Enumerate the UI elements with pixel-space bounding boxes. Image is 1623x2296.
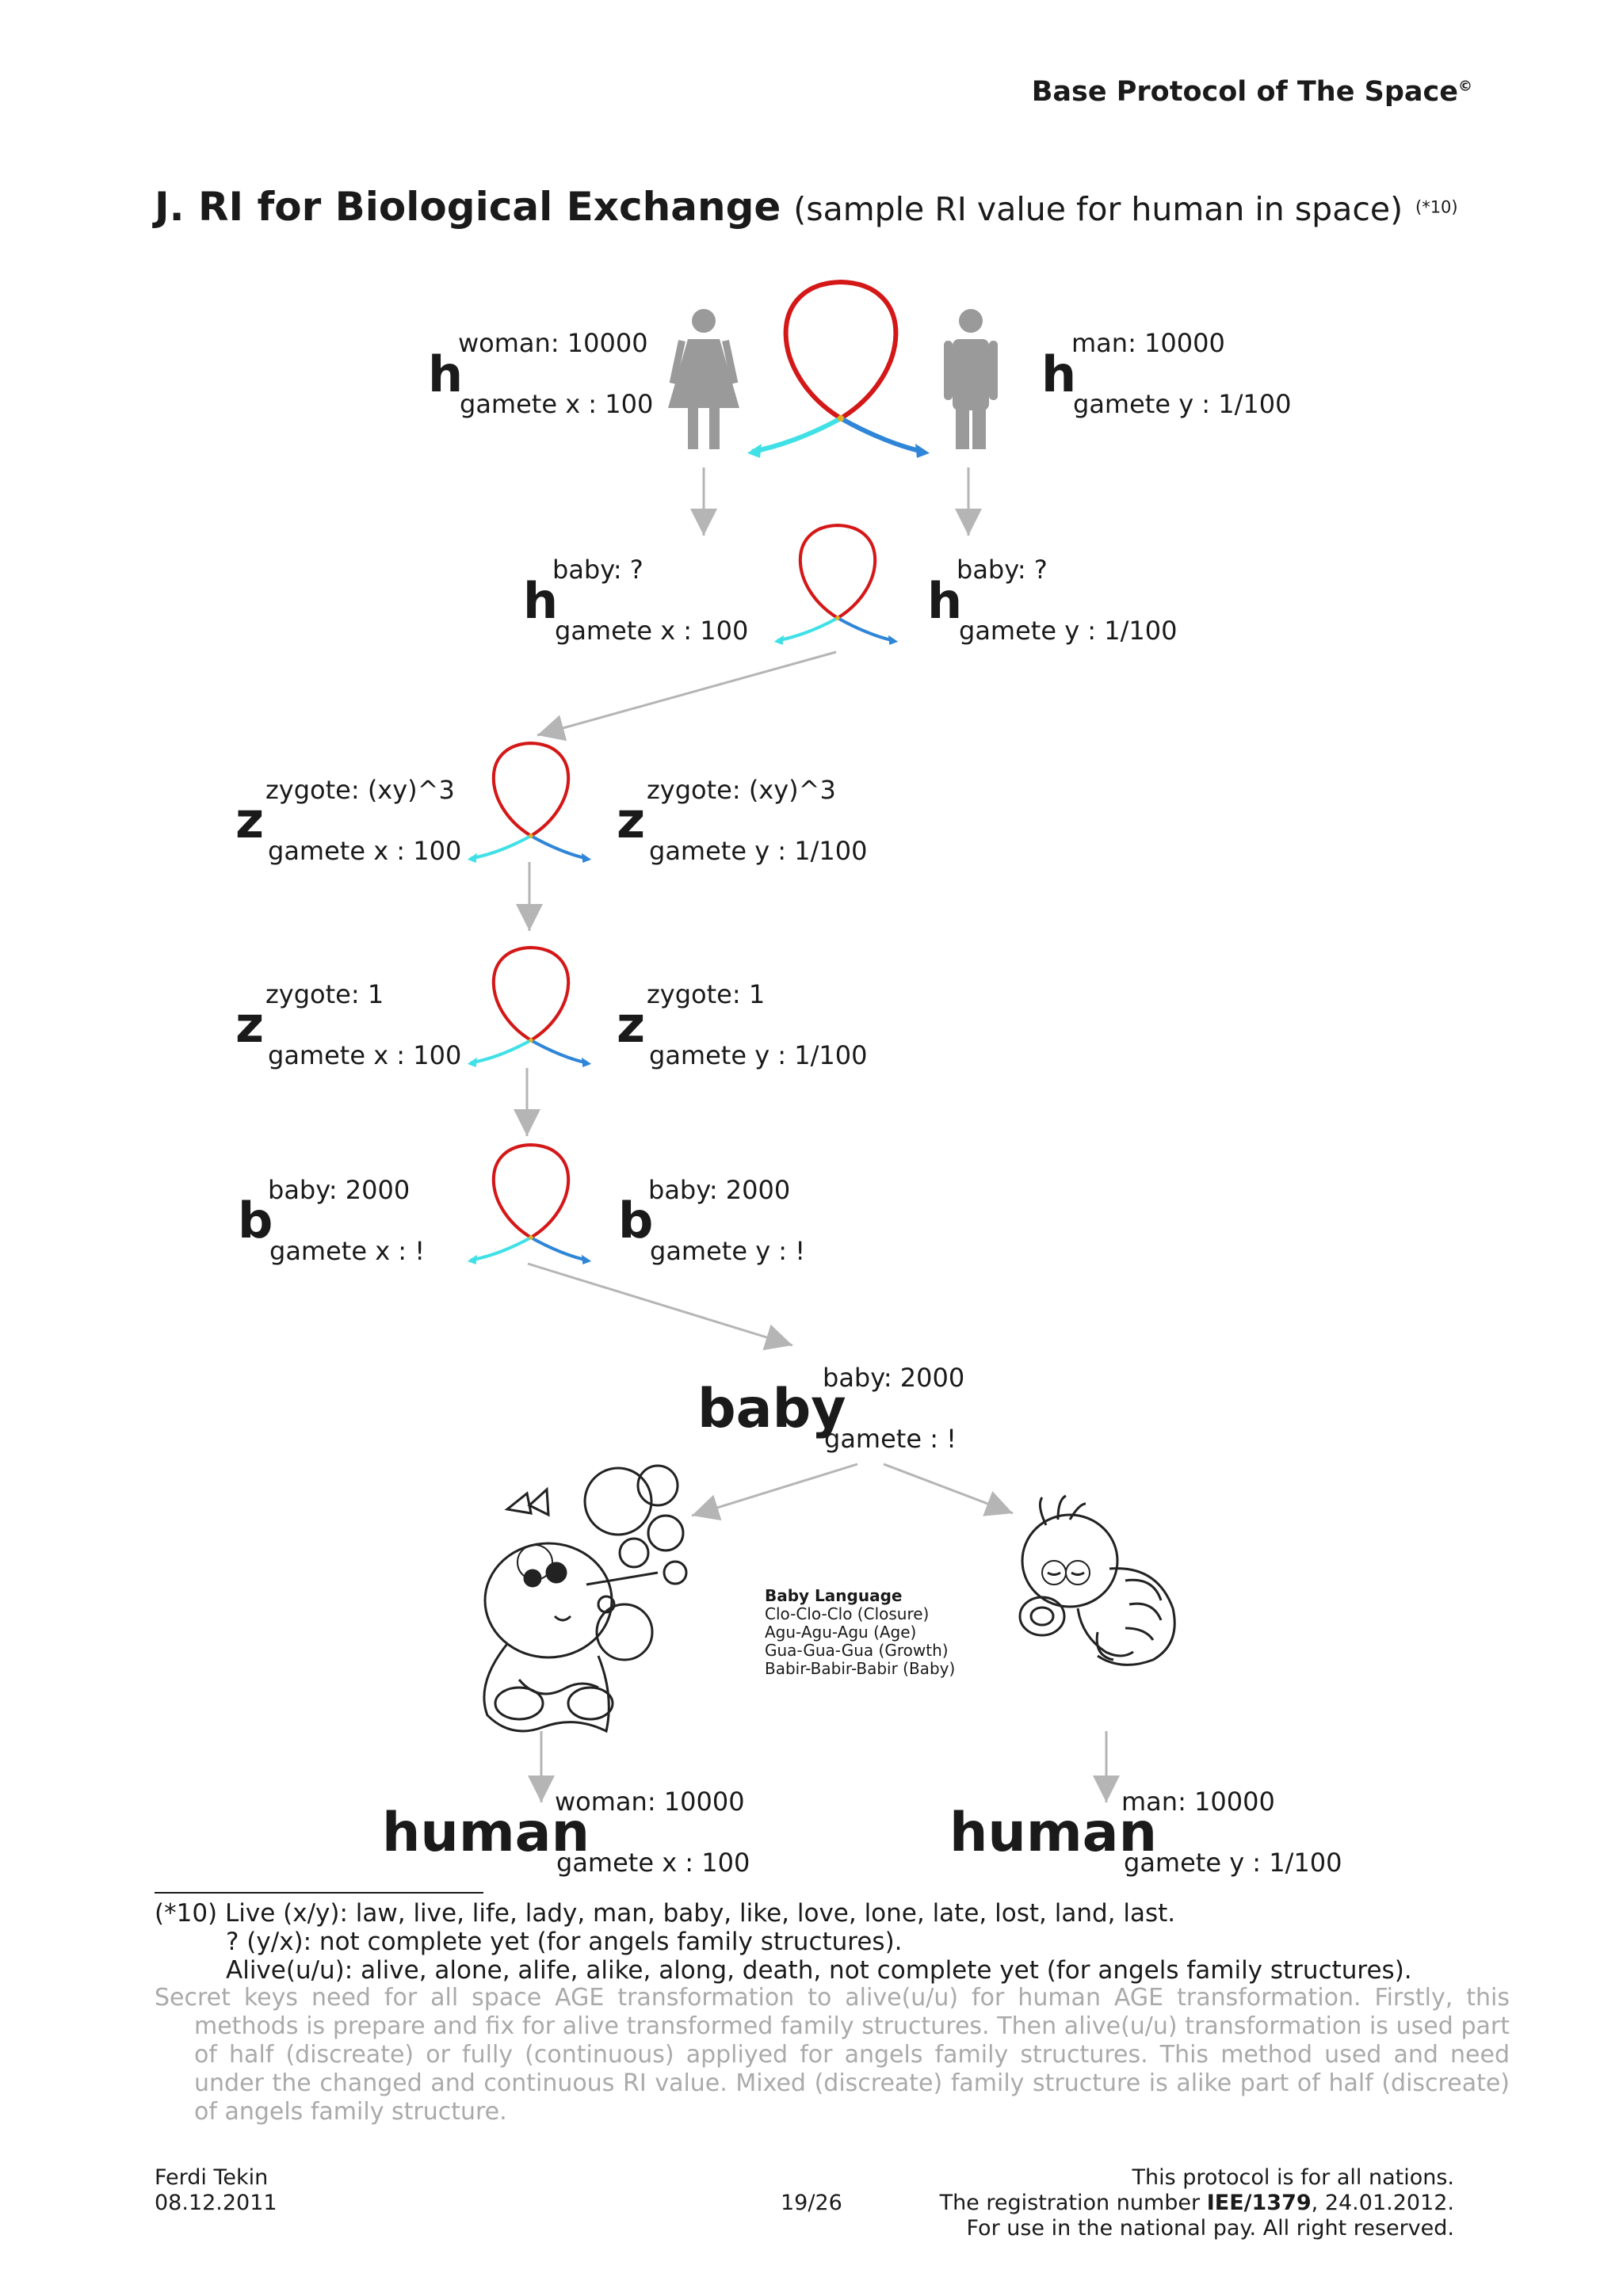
node-top-label: baby: 2000 — [648, 1175, 791, 1205]
baby-language-item: Babir-Babir-Babir (Baby) — [765, 1659, 956, 1678]
flow-arrow — [884, 1464, 1013, 1513]
baby-boy-icon — [1020, 1496, 1174, 1665]
node-bottom-label: gamete x : ! — [269, 1236, 426, 1266]
node-bottom-label: gamete y : 1/100 — [649, 836, 868, 866]
node-letter: b — [618, 1192, 654, 1249]
node-bottom-label: gamete x : 100 — [268, 836, 462, 866]
node-letter: z — [235, 996, 265, 1054]
baby-language-item: Clo-Clo-Clo (Closure) — [765, 1604, 930, 1623]
baby-language-item: Agu-Agu-Agu (Age) — [765, 1623, 917, 1642]
man-icon — [944, 309, 998, 449]
node-bottom-label: gamete y : 1/100 — [959, 616, 1178, 646]
node-top-label: zygote: 1 — [265, 979, 384, 1009]
node-top-label: man: 10000 — [1071, 328, 1225, 358]
exchange-loop-icon — [774, 525, 898, 645]
exchange-loop-icon — [468, 743, 591, 863]
human-node-word: human — [949, 1802, 1157, 1864]
exchange-loop-icon — [747, 282, 930, 458]
baby-node-top-label: baby: 2000 — [823, 1363, 965, 1393]
footnote-secret-keys-paragraph: Secret keys need for all space AGE transformation to alive(u/u) for human AGE transformation. Firstly, this methods is prepare and fix for alive transformed family structures. Then alive(u/u) transformation is used part of half (discreate) or fully (continuous) appliyed for angels family structures. This method used and need under the changed and continuous RI value. Mixed (discreate) family structure is alike part of half (discreate) of angels family structure. — [155, 1984, 1510, 2126]
footnote-line: (*10) Live (x/y): law, live, life, lady, man, baby, like, love, lone, late, lost, land, last. — [155, 1899, 1176, 1928]
node-top-label: zygote: 1 — [647, 979, 766, 1009]
human-node-top-label: man: 10000 — [1121, 1787, 1275, 1817]
baby-language-note — [765, 1587, 1018, 1678]
node-letter: h — [927, 572, 963, 630]
human-node-top-label: woman: 10000 — [555, 1787, 745, 1817]
node-letter: z — [617, 996, 646, 1054]
footer-rights: For use in the national pay. All right reserved. — [966, 2216, 1454, 2241]
human-node-word: human — [382, 1802, 590, 1864]
baby-node-bottom-label: gamete : ! — [824, 1424, 957, 1454]
page-title: J. RI for Biological Exchange (sample RI value for human in space) $^{(*10)}$ — [155, 184, 1458, 230]
node-letter: z — [617, 791, 646, 849]
document-header: Base Protocol of The Space© — [1031, 76, 1472, 108]
node-letter: h — [1041, 345, 1077, 403]
exchange-loop-icon — [468, 948, 591, 1067]
baby-girl-icon — [484, 1466, 686, 1731]
footer-author: Ferdi Tekin — [155, 2165, 269, 2190]
flow-arrow — [528, 1264, 792, 1345]
node-bottom-label: gamete y : 1/100 — [1073, 389, 1292, 419]
flow-arrow — [692, 1464, 857, 1516]
footer-registration: The registration number IEE/1379, 24.01.2012. — [939, 2191, 1454, 2215]
flow-arrow — [537, 652, 836, 735]
footnote-line: ? (y/x): not complete yet (for angels family structures). — [226, 1928, 903, 1956]
exchange-loop-icon — [468, 1145, 591, 1264]
node-letter: h — [428, 345, 464, 403]
node-top-label: baby: ? — [552, 555, 643, 585]
human-node-bottom-label: gamete y : 1/100 — [1124, 1848, 1342, 1878]
node-top-label: zygote: (xy)^3 — [265, 775, 455, 805]
node-top-label: baby: 2000 — [268, 1175, 411, 1205]
node-top-label: baby: ? — [957, 555, 1048, 585]
node-letter: z — [235, 791, 265, 849]
node-bottom-label: gamete y : ! — [650, 1236, 806, 1266]
footnote-divider — [155, 1892, 483, 1894]
page-number: 19/26 — [781, 2191, 842, 2215]
footnote-line: Alive(u/u): alive, alone, alife, alike, along, death, not complete yet (for angels family structures). — [226, 1956, 1412, 1985]
node-letter: b — [238, 1192, 273, 1249]
baby-node-word: baby — [697, 1378, 846, 1440]
footer-date: 08.12.2011 — [155, 2191, 277, 2215]
node-bottom-label: gamete x : 100 — [268, 1040, 462, 1070]
node-top-label: zygote: (xy)^3 — [647, 775, 836, 805]
node-bottom-label: gamete x : 100 — [555, 616, 749, 646]
footer-notice: This protocol is for all nations. — [1132, 2165, 1454, 2190]
human-node-bottom-label: gamete x : 100 — [556, 1848, 750, 1878]
node-bottom-label: gamete x : 100 — [460, 389, 654, 419]
baby-language-title: Baby Language — [765, 1586, 903, 1605]
woman-icon — [668, 309, 739, 449]
node-letter: h — [523, 572, 559, 630]
baby-language-item: Gua-Gua-Gua (Growth) — [765, 1641, 949, 1660]
node-top-label: woman: 10000 — [458, 328, 648, 358]
node-bottom-label: gamete y : 1/100 — [649, 1040, 868, 1070]
